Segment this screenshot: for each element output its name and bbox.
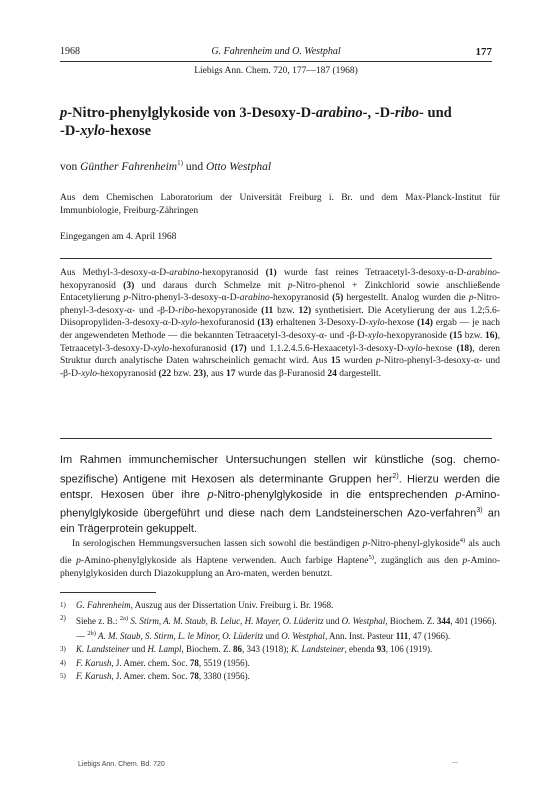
affiliation: Aus dem Chemischen Laboratorium der Universität Freiburg i. Br. und dem Max-Planck-Institut für Immunbiologie, Freiburg-Zähringen [60,193,500,216]
abstract: Aus Methyl-3-desoxy-α-D-arabino-hexopyranosid (1) wurde fast reines Tetraacetyl-3-desoxy-α-D-arabino-hexopyranosid (3) und daraus durch Schmelze mit p-Nitro-phenol + Zinkchlorid sowie anschließende Entacetylierung p-Nitro-phenyl-3-desoxy-α-D-arabino-hexopyranosid (5) hergestellt. Analog wurden die p-Nitro-phenyl-3-desoxy-α- und -β-D-ribo-hexopyranoside (11 bzw. 12) synthetisiert. Die Acetylierung der aus 1.2;5.6-Diisopropyliden-3-desoxy-α-D-xylo-hexofuranosid (13) erhaltenen 3-Desoxy-D-xylo-hexose (14) ergab — je nach der angewendeten Methode — die bekannten Tetraacetyl-3-desoxy-α- und -β-D-xylo-hexopyranoside (15 bzw. 16), Tetraacetyl-3-desoxy-D-xylo-hexofuranosid (17) und 1.1.2.4.5.6-Hexaacetyl-3-desoxy-D-xylo-hexose (18), deren Struktur durch analytische Daten wahrscheinlich gemacht wird. Aus 15 wurden p-Nitro-phenyl-3-desoxy-α- und -β-D-xylo-hexopyranosid (22 bzw. 23), aus 17 wurde das β-Furanosid 24 dargestellt. [60,268,501,379]
footnote-2: 2) Siehe z. B.: $^{2a)}$ S. Stirm, A. M. Staub, B. Leluc, H. Mayer, O. Lüderitz und O. Westphal, Biochem. Z. 344, 401 (1966). — $^{2b)}$ A. M. Staub, S. Stirm, L. le Minor, O. Lüderitz und O. Westphal, Ann. Inst. Pasteur 111, 47 (1966). [60,614,497,642]
author-byline: von Günther Fahrenheim$^{1)}$ und Otto Westphal [60,159,272,173]
footnotes [60,600,500,684]
page-number: 177 [475,46,492,58]
running-head-authors: G. Fahrenheim und O. Westphal [211,46,341,57]
received-date: Eingegangen am 4. April 1968 [60,232,177,242]
header-rule [60,61,492,62]
author-name: Günther Fahrenheim [80,160,178,173]
body-paragraph-1: Im Rahmen immunchemischer Untersuchungen stellen wir künstliche (sog. chemo-spezifische) Antigene mit Hexosen als determinante Gruppen her$^{2)}$. Hierzu werden die entspr. Hexosen über ihre p-Nitro-phenylglykoside in die entsprechenden p-Amino-phenylglykoside übergeführt und diese nach dem Landsteinerschen Azo-verfahren$^{3)}$ an ein Trägerprotein gekuppelt. [60,454,501,536]
footnote-5: 5) F. Karush, J. Amer. chem. Soc. 78, 3380 (1956). [60,670,250,681]
abstract-rule-top [60,258,492,259]
footnote-4: 4) F. Karush, J. Amer. chem. Soc. 78, 5519 (1956). [60,657,250,668]
journal-citation: Liebigs Ann. Chem. 720, 177—187 (1968) [194,66,358,76]
paper-title: p-Nitro-phenylglykoside von 3-Desoxy-D-arabino-, -D-ribo- und -D-xylo-hexose [60,105,452,139]
author-name: Otto Westphal [205,160,272,173]
signature-line: Liebigs Ann. Chem. Bd. 720 [78,761,165,768]
running-head [60,46,492,60]
footnote-1: 1) G. Fahrenheim, Auszug aus der Dissertation Univ. Freiburg i. Br. 1968. [60,600,334,610]
footnote-rule [60,592,156,593]
abstract-rule-bottom [60,438,492,439]
printer-mark: ... [452,756,458,765]
running-head-year: 1968 [60,46,80,57]
body-paragraph-2: In serologischen Hemmungsversuchen lassen sich sowohl die beständigen p-Nitro-phenyl-glykoside$^{4)}$ als auch die p-Amino-phenylglykoside als Haptene verwenden. Auch farbige Haptene$^{5)}$, zugänglich aus den p-Amino-phenylglykosiden durch Diazokupplung an Aro-maten, werden benutzt. [60,537,500,580]
footnote-3: 3) K. Landsteiner und H. Lampl, Biochem. Z. 86, 343 (1918); K. Landsteiner, ebenda 93, 106 (1919). [60,644,433,655]
